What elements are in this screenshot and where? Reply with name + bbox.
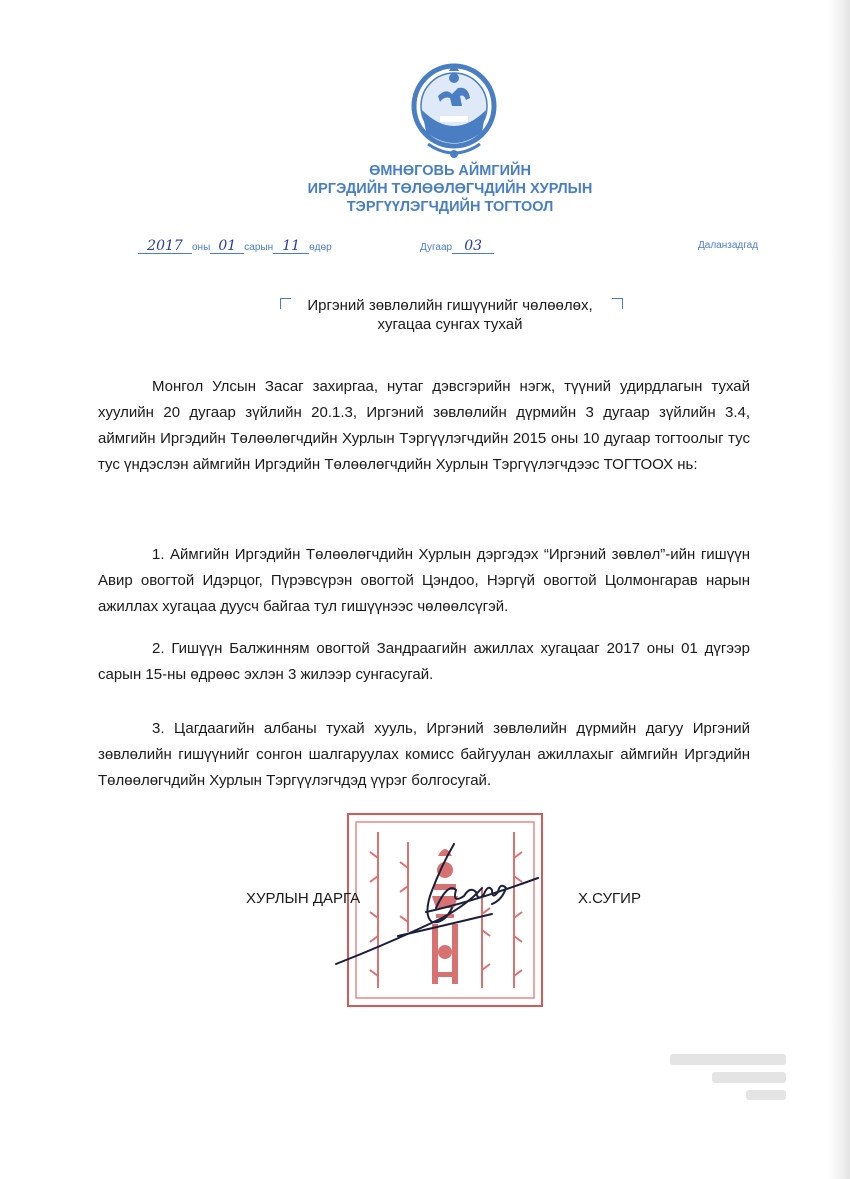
document-number xyxy=(420,240,494,254)
signatory-role: ХУРЛЫН ДАРГА xyxy=(246,890,361,907)
header-line-3: ТЭРГҮҮЛЭГЧДИЙН ТОГТООЛ xyxy=(346,199,554,215)
subject-line-1: Иргэний зөвлөлийн гишүүнийг чөлөөлөх, xyxy=(307,297,593,314)
show-through-marks xyxy=(658,1052,788,1104)
place-name: Даланзадгад xyxy=(698,240,759,251)
header-line-2: ИРГЭДИЙН ТӨЛӨӨЛӨГЧДИЙН ХУРЛЫН xyxy=(307,181,593,197)
date-day-label: өдөр xyxy=(309,242,332,253)
date-month-label: сарын xyxy=(244,242,274,253)
signature-icon xyxy=(332,838,562,974)
date-day: 11 xyxy=(273,240,309,254)
number-label: Дугаар xyxy=(420,242,453,253)
subject-line-2: хугацаа сунгах тухай xyxy=(377,316,523,333)
decision-item-2: 2. Гишүүн Балжинням овогтой Зандраагийн ажиллах хугацааг 2017 оны 01 дүгээр сарын 15-ны өдрөөс эхлэн 3 жилээр сунгасугай. xyxy=(98,640,750,683)
decision-item-3: 3. Цагдаагийн албаны тухай хууль, Иргэний зөвлөлийн дүрмийн дагуу Иргэний зөвлөлийн гишүүнийг сонгон шалгаруулах комисс байгуулан ажиллахыг аймгийн Иргэдийн Төлөөлөгчдийн Хурлын Тэргүүлэгчдэд үүрэг болгосугай. xyxy=(98,720,750,789)
signatory-name: Х.СУГИР xyxy=(578,890,641,907)
document-subject xyxy=(270,296,630,334)
decision-item-1: 1. Аймгийн Иргэдийн Төлөөлөгчдийн Хурлын дэргэдэх “Иргэний зөвлөл”-ийн гишүүн Авир овогтой Идэрцог, Пүрэвсүрэн овогтой Цэндоо, Нэргүй овогтой Цолмонгарав нарын ажиллах хугацаа дуусч байгаа тул гишүүнээс чөлөөлсүгэй. xyxy=(98,546,750,615)
page-edge-shadow xyxy=(828,0,850,1179)
header-line-1: ӨМНӨГОВЬ АЙМГИЙН xyxy=(369,163,531,179)
date-month: 01 xyxy=(210,240,244,254)
date-year: 2017 xyxy=(138,240,192,254)
intro-paragraph: Монгол Улсын Засаг захиргаа, нутаг дэвсгэрийн нэгж, түүний удирдлагын тухай хуулийн 20 дугаар зүйлийн 20.1.3, Иргэний зөвлөлийн дүрмийн 3 дугаар зүйлийн 3.4, аймгийн Иргэдийн Төлөөлөгчдийн Хурлын Тэргүүлэгчдийн 2015 оны 10 дугаар тогтоолыг тус тус үндэслэн аймгийн Иргэдийн Төлөөлөгчдийн Хурлын Тэргүүлэгчдээс ТОГТООХ нь: xyxy=(98,378,750,473)
date-year-label: оны xyxy=(192,242,211,253)
number-value: 03 xyxy=(452,240,494,254)
date-row xyxy=(138,240,332,254)
document-header xyxy=(240,162,660,216)
state-emblem-icon xyxy=(408,58,500,162)
